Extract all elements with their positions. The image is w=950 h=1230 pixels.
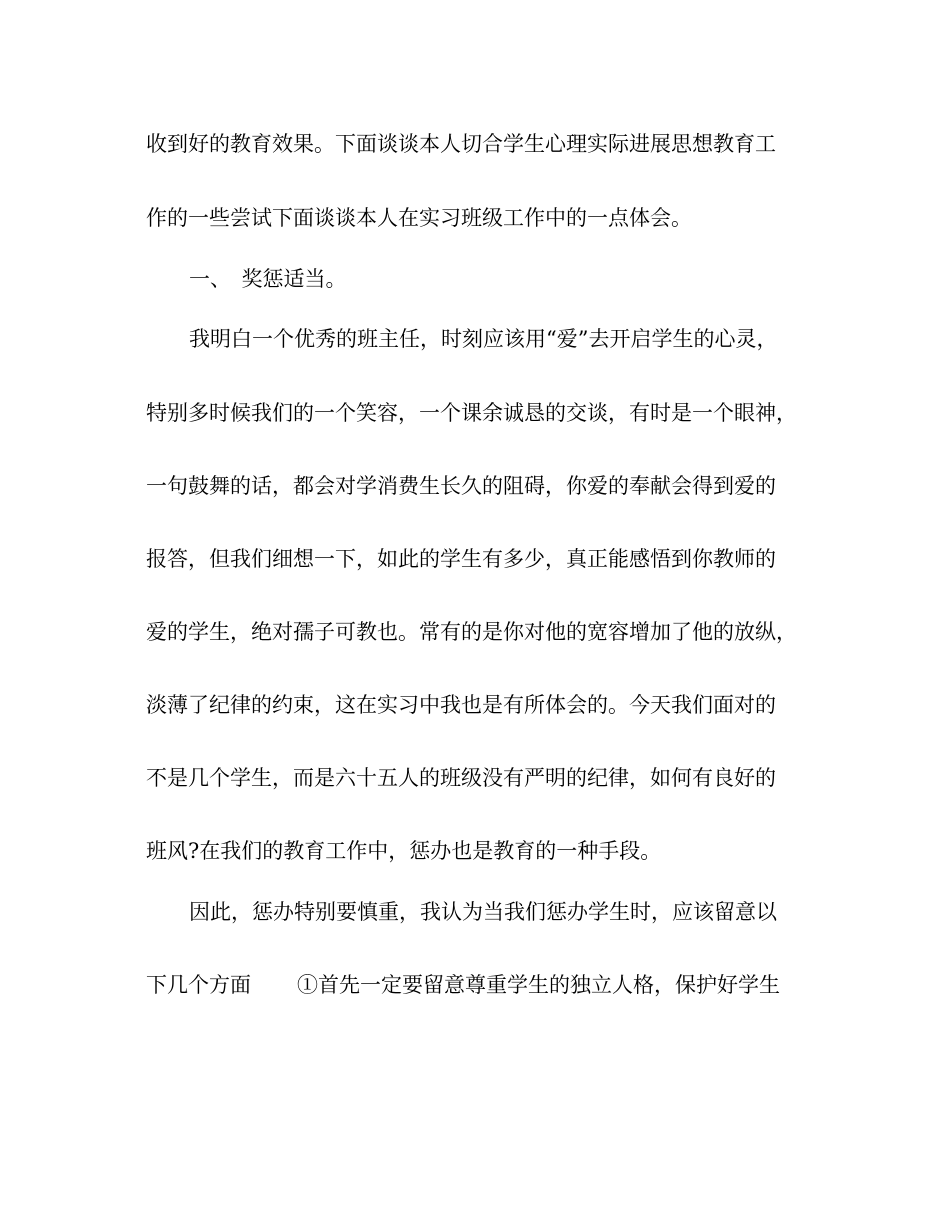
section-heading: 一、 奖惩适当。 [189,267,347,291]
paragraph-line: 作的一些尝试下面谈谈本人在实习班级工作中的一点体会。 [146,206,692,230]
paragraph-line: 不是几个学生，而是六十五人的班级没有严明的纪律，如何有良好的 [146,766,776,790]
paragraph-line-left: 下几个方面 [146,973,251,997]
paragraph-line: 报答，但我们细想一下，如此的学生有多少，真正能感悟到你教师的 [146,547,776,571]
paragraph-line: 我明白一个优秀的班主任，时刻应该用“爱”去开启学生的心灵， [189,327,778,351]
paragraph-line: 淡薄了纪律的约束，这在实习中我也是有所体会的。今天我们面对的 [146,693,776,717]
paragraph-line: 因此，惩办特别要慎重，我认为当我们惩办学生时，应该留意以 [189,900,777,924]
paragraph-line: 爱的学生，绝对孺子可教也。常有的是你对他的宽容增加了他的放纵， [146,620,797,644]
paragraph-line-split [146,972,826,998]
paragraph-line: 一句鼓舞的话，都会对学消费生长久的阻碍，你爱的奉献会得到爱的 [146,474,776,498]
paragraph-line: 收到好的教育效果。下面谈谈本人切合学生心理实际进展思想教育工 [146,132,776,156]
paragraph-line: 特别多时候我们的一个笑容，一个课余诚恳的交谈，有时是一个眼神， [146,401,797,425]
paragraph-line: 班风?在我们的教育工作中，惩办也是教育的一种手段。 [146,839,662,863]
paragraph-line-right: ①首先一定要留意尊重学生的独立人格，保护好学生 [297,973,780,997]
